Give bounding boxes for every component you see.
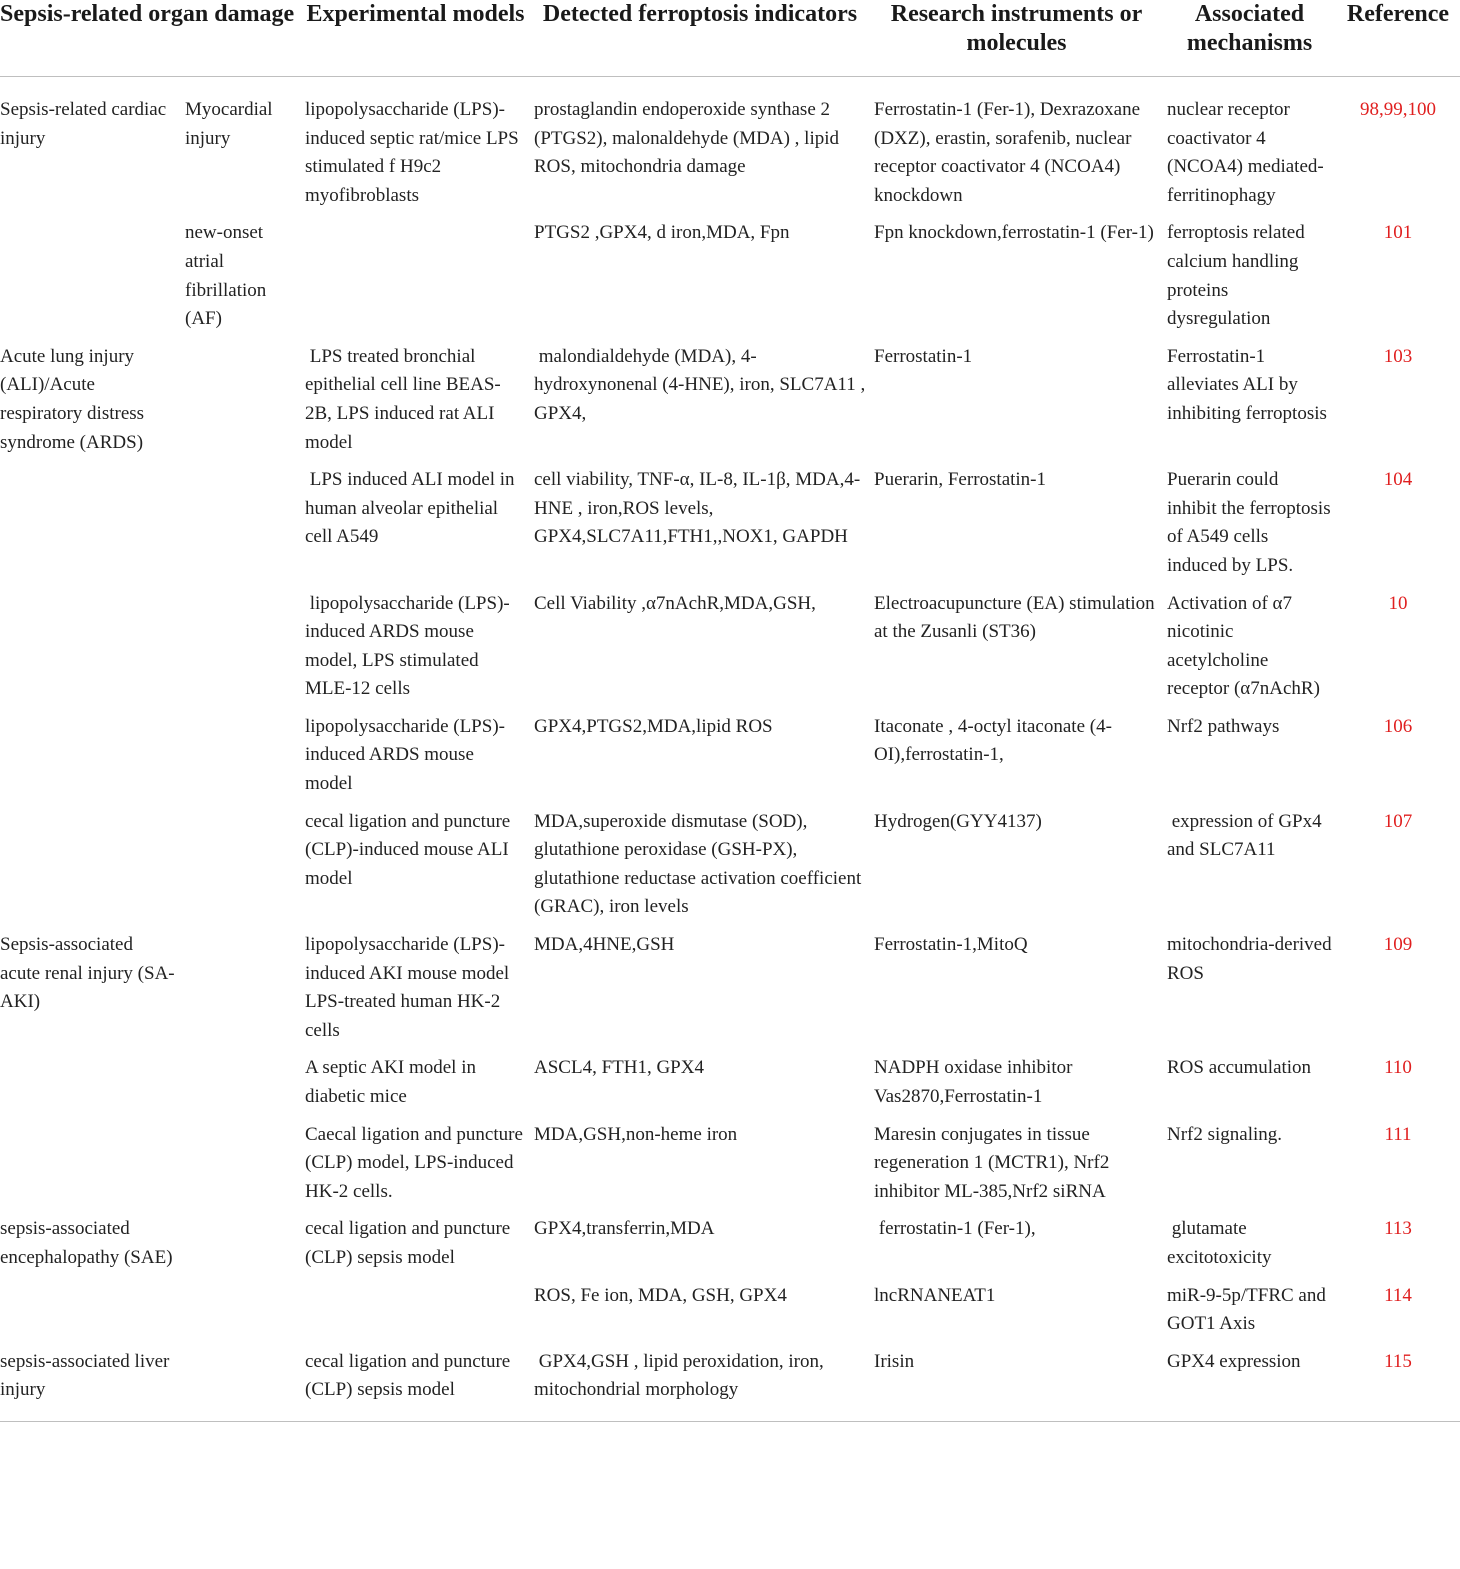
sub-organ-cell: Myocardial injury	[185, 99, 278, 149]
model-cell: Caecal ligation and puncture (CLP) model, LPS-induced HK-2 cells.	[305, 1123, 528, 1202]
mechanism-cell: nuclear receptor coactivator 4 (NCOA4) mediated-ferritinophagy	[1167, 99, 1324, 206]
instruments-cell: Maresin conjugates in tissue regeneration 1 (MCTR1), Nrf2 inhibitor ML-385,Nrf2 siRNA	[874, 1123, 1115, 1202]
model-cell: cecal ligation and puncture (CLP) sepsis model	[301, 1348, 530, 1422]
model-cell: LPS treated bronchial epithelial cell line BEAS-2B, LPS induced rat ALI model	[305, 345, 501, 453]
sub-organ-cell	[181, 1215, 301, 1347]
model-cell: lipopolysaccharide (LPS)-induced septic rat/mice LPS stimulated f H9c2 myofibroblasts	[305, 99, 524, 206]
organ-cell: Acute lung injury (ALI)/Acute respiratory distress syndrome (ARDS)	[0, 345, 149, 453]
organ-cell: sepsis-associated liver injury	[0, 1348, 181, 1422]
sub-organ-cell	[181, 343, 301, 931]
header-instruments: Research instruments or molecules	[870, 0, 1163, 77]
reference-link[interactable]: 103	[1383, 345, 1413, 367]
instruments-cell: Ferrostatin-1 (Fer-1), Dexrazoxane (DXZ), erastin, sorafenib, nuclear receptor coactivator 4 (NCOA4) knockdown	[874, 99, 1145, 206]
sub-organ-cell	[181, 931, 301, 1215]
reference-link[interactable]: 110	[1384, 1057, 1412, 1079]
mechanism-cell: Puerarin could inhibit the ferroptosis of A549 cells induced by LPS.	[1167, 469, 1336, 576]
instruments-cell: Ferrostatin-1	[874, 345, 973, 367]
indicators-cell: prostaglandin endoperoxide synthase 2 (PTGS2), malonaldehyde (MDA) , lipid ROS, mitochondria damage	[534, 99, 844, 178]
header-indicators: Detected ferroptosis indicators	[530, 0, 870, 77]
indicators-cell: PTGS2 ,GPX4, d iron,MDA, Fpn	[534, 222, 790, 244]
instruments-cell: ferrostatin-1 (Fer-1),	[874, 1218, 1036, 1240]
reference-link[interactable]: 114	[1384, 1284, 1412, 1306]
reference-link[interactable]: 104	[1383, 469, 1413, 491]
indicators-cell: Cell Viability ,α7nAchR,MDA,GSH,	[534, 592, 816, 614]
mechanism-cell: expression of GPx4 and SLC7A11	[1167, 810, 1327, 861]
table-row	[0, 219, 1460, 342]
mechanism-cell: mitochondria-derived ROS	[1167, 934, 1337, 984]
indicators-cell: ASCL4, FTH1, GPX4	[534, 1057, 704, 1079]
table-row	[0, 1348, 1460, 1422]
reference-link[interactable]: 98,99,100	[1360, 99, 1436, 120]
indicators-cell: GPX4,PTGS2,MDA,lipid ROS	[534, 715, 773, 737]
reference-link[interactable]: 115	[1336, 1348, 1460, 1422]
indicators-cell: ROS, Fe ion, MDA, GSH, GPX4	[534, 1284, 787, 1306]
reference-link[interactable]: 10	[1388, 592, 1408, 614]
header-mechanisms: Associated mechanisms	[1163, 0, 1336, 77]
mechanism-cell: glutamate excitotoxicity	[1167, 1218, 1272, 1268]
mechanism-cell: miR-9-5p/TFRC and GOT1 Axis	[1167, 1284, 1331, 1335]
reference-link[interactable]: 106	[1383, 715, 1413, 737]
organ-cell: Sepsis-related cardiac injury	[0, 99, 171, 149]
header-organ: Sepsis-related organ damage	[0, 0, 301, 77]
instruments-cell: Electroacupuncture (EA) stimulation at the Zusanli (ST36)	[874, 592, 1160, 643]
mechanism-cell: Nrf2 signaling.	[1167, 1123, 1283, 1145]
mechanism-cell: ROS accumulation	[1167, 1057, 1312, 1079]
model-cell	[301, 219, 530, 342]
reference-link[interactable]: 113	[1384, 1218, 1412, 1240]
model-cell: LPS induced ALI model in human alveolar epithelial cell A549	[305, 469, 520, 548]
table-row	[0, 77, 1460, 220]
table-row	[0, 1215, 1460, 1281]
organ-cell: sepsis-associated encephalopathy (SAE)	[0, 1218, 173, 1268]
instruments-cell: Hydrogen(GYY4137)	[874, 810, 1042, 832]
mechanism-cell: GPX4 expression	[1163, 1348, 1336, 1422]
indicators-cell: malondialdehyde (MDA), 4-hydroxynonenal (4-HNE), iron, SLC7A11 , GPX4,	[534, 345, 870, 424]
model-cell: cecal ligation and puncture (CLP)-induced mouse ALI model	[305, 810, 515, 889]
mechanism-cell: Nrf2 pathways	[1167, 715, 1280, 737]
indicators-cell: GPX4,GSH , lipid peroxidation, iron, mitochondrial morphology	[530, 1348, 870, 1422]
header-row	[0, 0, 1460, 77]
sub-organ-cell: new-onset atrial fibrillation (AF)	[185, 222, 272, 330]
instruments-cell: Ferrostatin-1,MitoQ	[874, 934, 1028, 956]
header-reference: Reference	[1336, 0, 1460, 77]
instruments-cell: Irisin	[870, 1348, 1163, 1422]
table-row	[0, 343, 1460, 466]
mechanism-cell: ferroptosis related calcium handling proteins dysregulation	[1167, 222, 1310, 330]
table-row	[0, 931, 1460, 1054]
instruments-cell: NADPH oxidase inhibitor Vas2870,Ferrostatin-1	[874, 1057, 1077, 1107]
indicators-cell: MDA,4HNE,GSH	[534, 934, 675, 956]
instruments-cell: Puerarin, Ferrostatin-1	[874, 469, 1047, 491]
mechanism-cell: Activation of α7 nicotinic acetylcholine receptor (α7nAchR)	[1167, 592, 1320, 700]
model-cell: cecal ligation and puncture (CLP) sepsis model	[305, 1218, 515, 1268]
indicators-cell: MDA,GSH,non-heme iron	[534, 1123, 738, 1145]
model-cell: lipopolysaccharide (LPS)-induced ARDS mouse model	[305, 715, 505, 795]
sub-organ-cell	[181, 1348, 301, 1422]
model-cell: lipopolysaccharide (LPS)-induced ARDS mouse model, LPS stimulated MLE-12 cells	[305, 592, 510, 700]
instruments-cell: Fpn knockdown,ferrostatin-1 (Fer-1)	[874, 222, 1154, 244]
reference-link[interactable]: 109	[1383, 934, 1413, 956]
organ-cell: Sepsis-associated acute renal injury (SA-AKI)	[0, 934, 175, 1013]
model-cell: A septic AKI model in diabetic mice	[305, 1057, 481, 1107]
reference-link[interactable]: 107	[1383, 810, 1413, 832]
reference-link[interactable]: 111	[1384, 1123, 1412, 1145]
header-models: Experimental models	[301, 0, 530, 77]
indicators-cell: GPX4,transferrin,MDA	[534, 1218, 715, 1240]
indicators-cell: MDA,superoxide dismutase (SOD), glutathione peroxidase (GSH-PX), glutathione reductase activation coefficient (GRAC), iron levels	[534, 810, 867, 918]
instruments-cell: lncRNANEAT1	[874, 1284, 996, 1306]
mechanism-cell: Ferrostatin-1 alleviates ALI by inhibiting ferroptosis	[1167, 345, 1327, 424]
instruments-cell: Itaconate , 4-octyl itaconate (4-OI),ferrostatin-1,	[874, 715, 1112, 766]
model-cell: lipopolysaccharide (LPS)-induced AKI mouse model LPS-treated human HK-2 cells	[305, 934, 514, 1041]
reference-link[interactable]: 101	[1383, 222, 1413, 244]
indicators-cell: cell viability, TNF-α, IL-8, IL-1β, MDA,4-HNE , iron,ROS levels, GPX4,SLC7A11,FTH1,,NOX1, GAPDH	[534, 469, 861, 548]
